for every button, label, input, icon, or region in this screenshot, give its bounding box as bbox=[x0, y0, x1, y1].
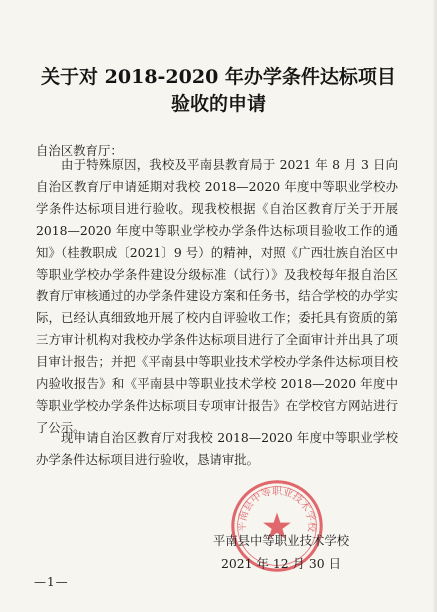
signature-organization: 平南县中等职业技术学校 bbox=[212, 533, 350, 548]
document-title bbox=[30, 64, 407, 118]
seal-ring-text: 平南县中等职业技术学校 bbox=[237, 486, 317, 533]
page-number: —1— bbox=[34, 575, 69, 589]
body-paragraph-2: 现申请自治区教育厅对我校 2018—2020 年度中等职业学校办学条件达标项目进行验收，恳请审批。 bbox=[36, 430, 398, 467]
addressee: 自治区教育厅： bbox=[36, 143, 123, 158]
body-paragraph-1: 由于特殊原因，我校及平南县教育局于 2021 年 8 月 3 日向自治区教育厅申请延期对我校 2018—2020 年度中等职业学校办学条件达标项目进行验收。现我校根据《自治区教育厅关于开展 2018—2020 年度中等职业学校办学条件达标项目验收工作的通知》（桂教职成〔2021〕9 号）的精神，对照《广西壮族自治区中等职业学校办学条件建设分级标准（试行）》及我校每年报自治区教育厅审核通过的办学条件建设方案和任务书，结合学校的办学实际，已经认真细致地开展了校内自评验收工作；委托具有资质的第三方审计机构对我校办学条件达标项目进行了全面审计并出具了项目审计报告；并把《平南县中等职业技术学校办学条件达标项目校内验收报告》和《平南县中等职业技术学校 2018—2020 年度中等职业学校办学条件达标项目专项审计报告》在学校官方网站进行了公示。 bbox=[36, 157, 398, 435]
signature-date: 2021 年 12 月 30 日 bbox=[221, 556, 341, 571]
page-edge-shadow bbox=[433, 0, 437, 612]
title-line-2: 验收的申请 bbox=[170, 93, 266, 115]
title-line-1: 关于对 2018-2020 年办学条件达标项目 bbox=[41, 66, 396, 88]
